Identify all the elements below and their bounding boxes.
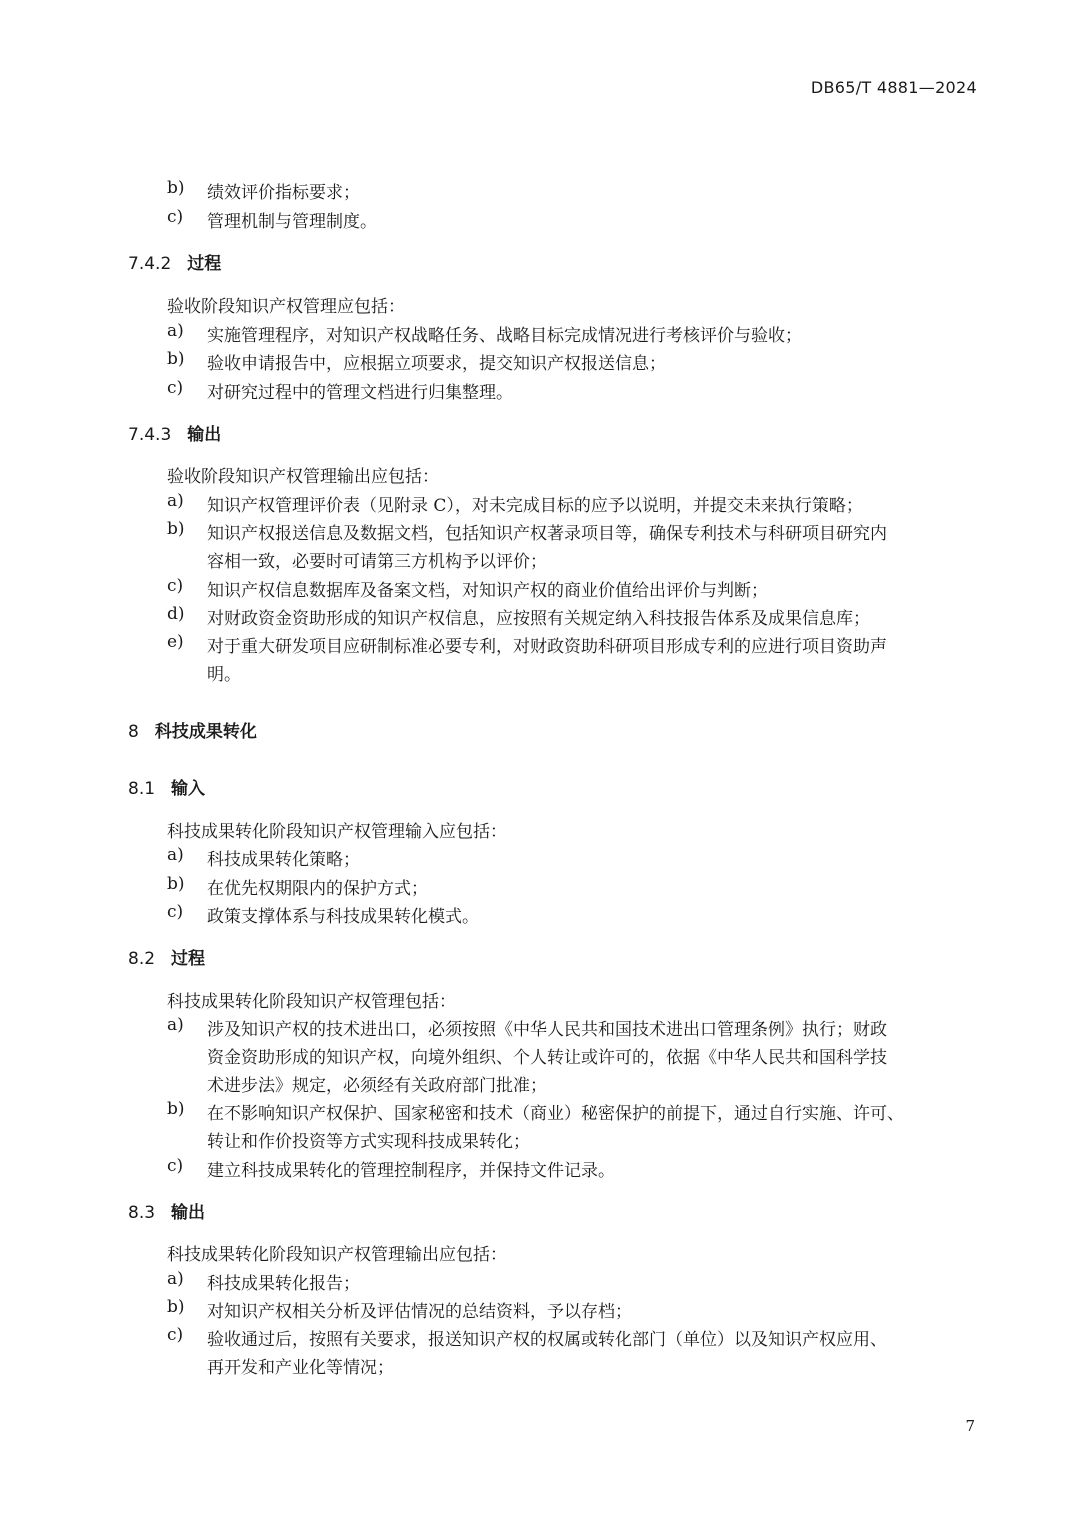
list-marker: e) [167, 632, 184, 652]
list-item: 政策支撑体系与科技成果转化模式。 [207, 907, 479, 927]
list-item: 验收通过后，按照有关要求，报送知识产权的权属或转化部门（单位）以及知识产权应用、 [207, 1330, 887, 1350]
section-heading-82 [128, 944, 205, 969]
section-intro: 验收阶段知识产权管理输出应包括： [167, 467, 439, 487]
list-marker: b) [167, 178, 185, 198]
list-marker: d) [167, 604, 185, 624]
list-item: 在不影响知识产权保护、国家秘密和技术（商业）秘密保护的前提下，通过自行实施、许可、 [207, 1104, 904, 1124]
list-marker: b) [167, 1099, 185, 1119]
list-marker: c) [167, 1156, 184, 1176]
list-item: 管理机制与管理制度。 [207, 212, 377, 232]
list-marker: c) [167, 207, 184, 227]
chapter-number: 8 [128, 722, 139, 742]
list-item-continuation: 术进步法》规定，必须经有关政府部门批准； [207, 1076, 547, 1096]
list-item: 实施管理程序，对知识产权战略任务、战略目标完成情况进行考核评价与验收； [207, 326, 802, 346]
section-intro: 科技成果转化阶段知识产权管理输出应包括： [167, 1245, 507, 1265]
list-item: 对知识产权相关分析及评估情况的总结资料，予以存档； [207, 1302, 632, 1322]
list-marker: c) [167, 576, 184, 596]
section-title: 过程 [187, 254, 222, 274]
list-item: 知识产权管理评价表（见附录 C），对未完成目标的应予以说明，并提交未来执行策略； [207, 496, 863, 516]
list-item: 科技成果转化策略； [207, 850, 360, 870]
section-title: 过程 [171, 949, 206, 969]
document-code: DB65/T 4881—2024 [810, 78, 977, 97]
list-marker: b) [167, 1297, 185, 1317]
section-title: 输出 [187, 425, 222, 445]
section-intro: 科技成果转化阶段知识产权管理包括： [167, 992, 456, 1012]
list-item: 对财政资金资助形成的知识产权信息，应按照有关规定纳入科技报告体系及成果信息库； [207, 609, 870, 629]
list-item: 科技成果转化报告； [207, 1274, 360, 1294]
chapter-heading-8 [128, 717, 257, 742]
list-item-continuation: 明。 [207, 665, 241, 685]
list-marker: a) [167, 491, 184, 511]
section-number: 7.4.2 [128, 254, 172, 274]
list-item: 绩效评价指标要求； [207, 183, 360, 203]
section-heading-743 [128, 420, 221, 445]
section-heading-81 [128, 774, 205, 799]
section-intro: 验收阶段知识产权管理应包括： [167, 297, 405, 317]
list-marker: b) [167, 874, 185, 894]
list-item: 涉及知识产权的技术进出口，必须按照《中华人民共和国技术进出口管理条例》执行；财政 [207, 1020, 887, 1040]
list-item-continuation: 容相一致，必要时可请第三方机构予以评价； [207, 552, 547, 572]
list-item: 对于重大研发项目应研制标准必要专利，对财政资助科研项目形成专利的应进行项目资助声 [207, 637, 887, 657]
list-item: 知识产权信息数据库及备案文档，对知识产权的商业价值给出评价与判断； [207, 581, 768, 601]
list-item: 在优先权期限内的保护方式； [207, 879, 428, 899]
section-number: 8.1 [128, 779, 156, 799]
list-item-continuation: 转让和作价投资等方式实现科技成果转化； [207, 1132, 530, 1152]
list-marker: c) [167, 1325, 184, 1345]
list-marker: b) [167, 349, 185, 369]
list-item: 对研究过程中的管理文档进行归集整理。 [207, 383, 513, 403]
section-number: 7.4.3 [128, 425, 172, 445]
list-marker: c) [167, 902, 184, 922]
list-marker: c) [167, 378, 184, 398]
list-item: 知识产权报送信息及数据文档，包括知识产权著录项目等，确保专利技术与科研项目研究内 [207, 524, 887, 544]
list-marker: b) [167, 519, 185, 539]
section-number: 8.3 [128, 1203, 156, 1223]
section-number: 8.2 [128, 949, 156, 969]
chapter-title: 科技成果转化 [154, 722, 257, 742]
section-title: 输入 [171, 779, 206, 799]
list-marker: a) [167, 845, 184, 865]
list-marker: a) [167, 1015, 184, 1035]
list-item: 验收申请报告中，应根据立项要求，提交知识产权报送信息； [207, 354, 666, 374]
list-item: 建立科技成果转化的管理控制程序，并保持文件记录。 [207, 1161, 615, 1181]
list-marker: a) [167, 321, 184, 341]
section-intro: 科技成果转化阶段知识产权管理输入应包括： [167, 822, 507, 842]
list-item-continuation: 再开发和产业化等情况； [207, 1358, 394, 1378]
section-heading-742 [128, 249, 221, 274]
section-title: 输出 [171, 1203, 206, 1223]
section-heading-83 [128, 1198, 205, 1223]
page-number: 7 [965, 1417, 975, 1435]
list-marker: a) [167, 1269, 184, 1289]
list-item-continuation: 资金资助形成的知识产权，向境外组织、个人转让或许可的，依据《中华人民共和国科学技 [207, 1048, 887, 1068]
